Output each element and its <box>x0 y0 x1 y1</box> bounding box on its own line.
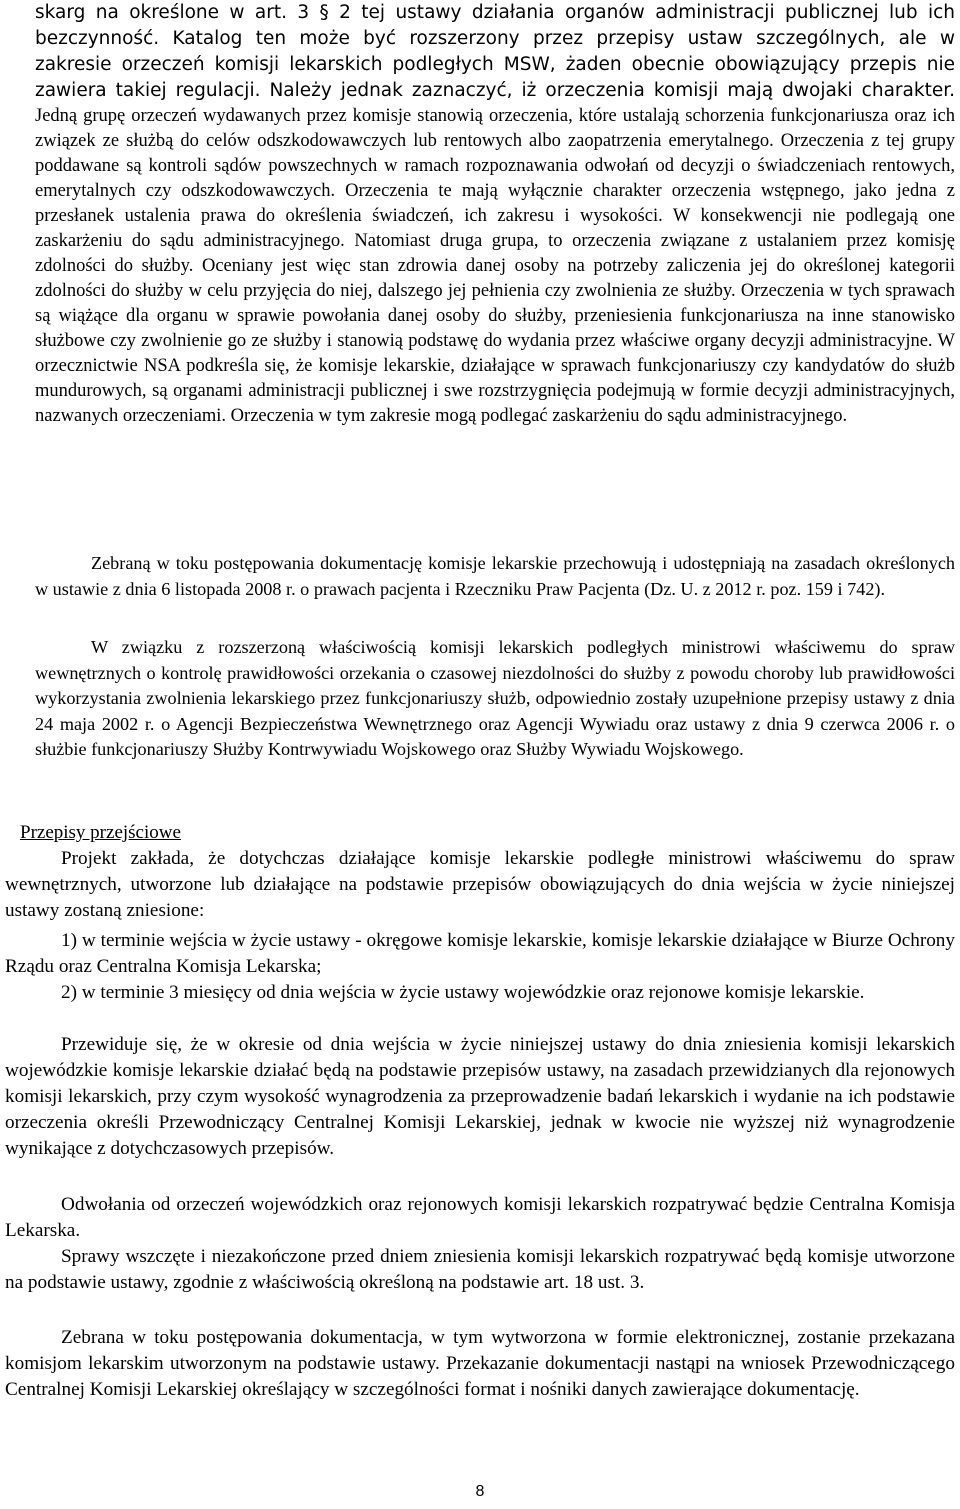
paragraph-orzeczenia-charakter <box>35 0 955 429</box>
paragraph-sprawy: Sprawy wszczęte i niezakończone przed dniem zniesienia komisji lekarskich rozpatrywać będą komisje utworzone na podstawie ustawy, zgodnie z właściwością określoną na podstawie art. 18 ust. 3. <box>5 1246 955 1293</box>
paragraph-projekt-zaklada: Projekt zakłada, że dotychczas działające komisje lekarskie podległe ministrowi właściwemu do spraw wewnętrznych, utworzone lub działające na podstawie przepisów obowiązujących do dnia wejścia w życie niniejszej ustawy zostaną zniesione: <box>5 848 955 921</box>
section-heading: Przepisy przejściowe <box>20 822 181 843</box>
paragraph-dokumentacja: Zebraną w toku postępowania dokumentację komisje lekarskie przechowują i udostępniają na zasadach określonych w ustawie z dnia 6 listopada 2008 r. o prawach pacjenta i Rzeczniku Praw Pacjenta (Dz. U. z 2012 r. poz. 159 i 742). <box>35 553 955 599</box>
page-number: 8 <box>475 1483 485 1500</box>
paragraph-przekazanie: Zebrana w toku postępowania dokumentacja, w tym wytworzona w formie elektronicznej, zostanie przekazana komisjom lekarskim utworzonym na podstawie ustawy. Przekazanie dokumentacji nastąpi na wniosek Przewodniczącego Centralnej Komisji Lekarskiej określający w szczególności format i nośniki danych zawierające dokumentację. <box>5 1327 955 1400</box>
paragraph-wlasciwosc: W związku z rozszerzoną właściwością komisji lekarskich podległych ministrowi właściwemu do spraw wewnętrznych o kontrolę prawidłowości orzekania o czasowej niezdolności do służby z powodu choroby lub prawidłowości wykorzystania zwolnienia lekarskiego przez funkcjonariuszy służb, odpowiednio zostały uzupełnione przepisy ustawy z dnia 24 maja 2002 r. o Agencji Bezpieczeństwa Wewnętrznego oraz Agencji Wywiadu oraz ustawy z dnia 9 czerwca 2006 r. o służbie funkcjonariuszy Służby Kontrwywiadu Wojskowego oraz Służby Wywiadu Wojskowego. <box>35 637 955 759</box>
list-item-1: 1) w terminie wejścia w życie ustawy - okręgowe komisje lekarskie, komisje lekarskie działające w Biurze Ochrony Rządu oraz Centralna Komisja Lekarska; <box>5 930 955 977</box>
paragraph-przewiduje: Przewiduje się, że w okresie od dnia wejścia w życie niniejszej ustawy do dnia zniesienia komisji lekarskich wojewódzkie komisje lekarskie działać będą na podstawie przepisów ustawy, na zasadach przewidzianych dla rejonowych komisji lekarskich, przy czym wysokość wynagrodzenia za przeprowadzenie badań lekarskich i wydanie na ich podstawie orzeczenia określi Przewodniczący Centralnej Komisji Lekarskiej, jednak w kwocie nie wyższej niż wynagrodzenie wynikające z dotychczasowych przepisów. <box>5 1034 955 1159</box>
paragraph-part-sans: skarg na określone w art. 3 § 2 tej ustawy działania organów administracji publicznej lub ich bezczynność. Katalog ten może być rozszerzony przez przepisy ustaw szczególnych, ale w zakresie orzeczeń komisji lekarskich podległych MSW, żaden obecnie obowiązujący przepis nie zawiera takiej regulacji. Należy jednak zaznaczyć, iż orzeczenia komisji mają dwojaki charakter. <box>35 2 955 101</box>
list-item-2: 2) w terminie 3 miesięcy od dnia wejścia w życie ustawy wojewódzkie oraz rejonowe komisje lekarskie. <box>61 982 865 1003</box>
paragraph-part-serif: Jedną grupę orzeczeń wydawanych przez komisje stanowią orzeczenia, które ustalają schorzenia funkcjonariusza oraz ich związek ze służbą do celów odszkodowawczych lub rentowych albo zaopatrzenia emerytalnego. Orzeczenia z tej grupy poddawane są kontroli sądów powszechnych w ramach rozpoznawania odwołań od decyzji o świadczeniach rentowych, emerytalnych czy odszkodowawczych. Orzeczenia te mają wyłącznie charakter orzeczenia wstępnego, jako jedna z przesłanek ustalenia prawa do określenia świadczeń, ich zakresu i wysokości. W konsekwencji nie podlegają one zaskarżeniu do sądu administracyjnego. Natomiast druga grupa, to orzeczenia związane z ustalaniem przez komisję zdolności do służby. Oceniany jest więc stan zdrowia danej osoby na potrzeby zaliczenia jej do określonej kategorii zdolności do służby w celu przyjęcia do niej, dalszego jej pełnienia czy zwolnienia ze służby. Orzeczenia w tych sprawach są wiążące dla organu w sprawie powołania danej osoby do służby, przeniesienia funkcjonariusza na inne stanowisko służbowe czy zwolnienie go ze służby i stanowią podstawę do wydania przez właściwe organy decyzji administracyjne. W orzecznictwie NSA podkreśla się, że komisje lekarskie, działające w sprawach funkcjonariuszy czy kandydatów do służb mundurowych, są organami administracji publicznej i swe rozstrzygnięcia podejmują w formie decyzji administracyjnych, nazwanych orzeczeniami. Orzeczenia w tym zakresie mogą podlegać zaskarżeniu do sądu administracyjnego. <box>35 106 955 426</box>
paragraph-odwolania: Odwołania od orzeczeń wojewódzkich oraz rejonowych komisji lekarskich rozpatrywać będzie Centralna Komisja Lekarska. <box>5 1194 955 1241</box>
